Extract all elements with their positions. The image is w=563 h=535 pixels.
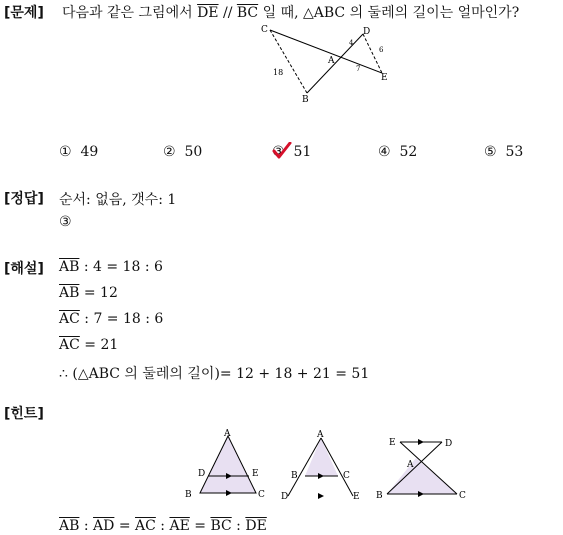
point-e: E: [381, 73, 388, 83]
hint-figure-2: [275, 426, 370, 504]
length-cb: 18: [273, 68, 284, 77]
length-de: 6: [379, 46, 384, 54]
hint2-point-d: D: [281, 492, 289, 502]
checkmark-icon: [272, 142, 292, 160]
hint1-point-d: D: [198, 469, 206, 479]
point-a: A: [328, 56, 335, 66]
answer-label: [정답]: [4, 191, 44, 207]
hint2-point-c: C: [343, 471, 350, 481]
hint1-point-c: C: [258, 490, 265, 500]
choice-1[interactable]: ① 49: [59, 144, 99, 160]
hint2-point-e: E: [353, 492, 360, 502]
hint2-point-a: A: [317, 430, 324, 440]
hint2-point-b: B: [291, 471, 298, 481]
solution-label: [해설]: [4, 261, 44, 277]
hint-figure-3: [372, 430, 472, 505]
solution-line-5: ∴ (△ABC 의 둘레의 길이)= 12 + 18 + 21 = 51: [59, 366, 370, 382]
point-c: C: [261, 25, 268, 35]
length-ad: 4: [349, 39, 354, 47]
answer-meta: 순서: 없음, 갯수: 1: [59, 192, 177, 208]
hint3-point-a: A: [407, 460, 414, 470]
point-b: B: [302, 95, 309, 105]
choice-3[interactable]: ③ 51: [272, 144, 312, 160]
solution-line-4: $\overline{AC} = 21$: [59, 337, 119, 353]
problem-label: [문제]: [4, 5, 44, 21]
choice-4[interactable]: ④ 52: [378, 144, 418, 160]
question-text: 다음과 같은 그림에서 $\overline{DE} // \overline{BC}$ 일 때, △ABC 의 둘레의 길이는 얼마인가?: [62, 5, 520, 21]
hint1-point-e: E: [252, 469, 259, 479]
hint-label: [힌트]: [4, 406, 44, 422]
point-d: D: [363, 27, 371, 37]
hint3-point-c: C: [459, 491, 466, 501]
choice-5[interactable]: ⑤ 53: [484, 144, 524, 160]
hint-formula: $\overline{AB}$ : $\overline{AD} = \overline{AC}$ : $\overline{AE} = \overline{BC}$ : $\overline{DE}$: [59, 518, 267, 534]
length-ae: 7: [356, 65, 361, 73]
problem-figure: [255, 22, 395, 108]
hint3-point-d: D: [445, 439, 453, 449]
answer-value: ③: [59, 214, 72, 230]
solution-line-1: $\overline{AB}$ : 4 = 18 : 6: [59, 259, 163, 275]
hint1-point-a: A: [224, 429, 231, 439]
solution-line-2: $\overline{AB} = 12$: [59, 285, 118, 301]
hint1-point-b: B: [185, 490, 192, 500]
hint3-point-b: B: [376, 491, 383, 501]
solution-line-3: $\overline{AC}$ : 7 = 18 : 6: [59, 311, 164, 327]
hint3-point-e: E: [389, 438, 396, 448]
hint-figure-1: [180, 426, 275, 504]
choice-2[interactable]: ② 50: [163, 144, 203, 160]
